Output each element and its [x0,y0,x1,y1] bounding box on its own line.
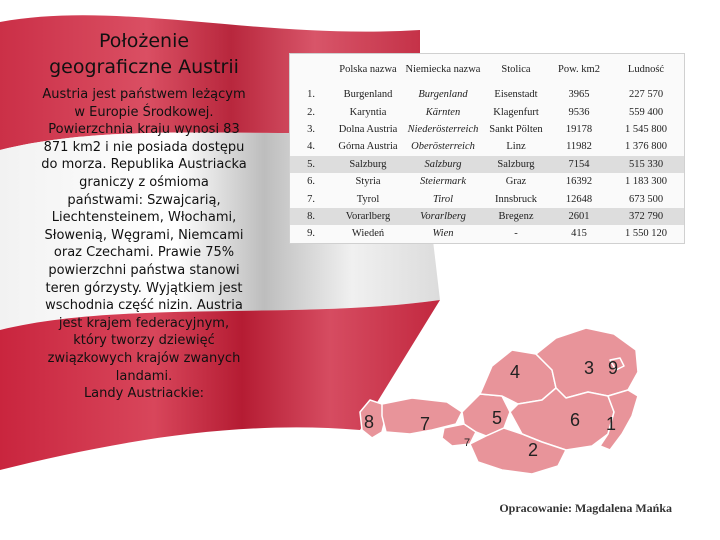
body-line: wschodnia część nizin. Austria [45,298,243,314]
table-row [290,156,684,173]
body-line: do morza. Republika Austriacka [41,157,247,173]
table-cell: 673 500 [628,193,664,205]
map-label: 9 [608,358,619,378]
map-label: 8 [364,412,375,432]
table-cell: Sankt Pölten [489,123,543,135]
page-title [28,28,260,80]
table-cell: 372 790 [608,208,684,225]
map-label: 6 [570,410,581,430]
text-column [28,28,260,403]
table-cell: 2. [307,106,315,118]
map-label: 2 [528,440,539,460]
body-line: Austria jest państwem leżącym [42,87,246,102]
table-row [290,208,684,225]
table-cell: Dolna Austria [338,123,398,135]
table-cell: 9. [307,228,315,240]
table-cell: 515 330 [608,156,684,173]
table-cell: 2601 [550,208,608,225]
map-label: 7 [464,437,471,449]
table-cell: Niederösterreich [407,123,479,135]
table-cell: Burgenland [418,89,468,101]
body-line: graniczy z ośmioma [79,174,209,190]
table-cell: Steiermark [419,176,467,188]
body-line: oraz Czechami. Prawie 75% [53,245,235,261]
table-cell: 6. [307,176,315,188]
table-row [290,86,684,103]
laender-table [290,54,684,243]
title-line: Położenie [98,30,190,52]
table-cell: 1 545 800 [625,123,667,135]
table-cell: Tyrol [356,193,380,205]
map-label: 5 [492,408,503,428]
body-line: związkowych krajów zwanych [47,350,241,366]
body-line: który tworzy dziewięć [73,333,215,349]
table-cell: Innsbruck [495,193,537,205]
body-line: teren górzysty. Wyjątkiem jest [45,280,243,296]
column-header: Ludność [627,64,665,75]
table-cell: Linz [506,141,526,153]
table-cell: 19178 [565,123,593,135]
column-header: Stolica [501,64,531,75]
body-line: powierzchni państwa stanowi [48,262,240,278]
table-cell: 7154 [550,156,608,173]
table-cell: Graz [505,176,527,188]
table-cell: 415 [571,228,587,240]
table-cell: 3. [307,123,315,135]
table-cell: 559 400 [628,106,664,118]
table-cell: 7. [307,193,315,205]
table-row [290,138,684,155]
table-cell: Styria [355,176,381,188]
laender-table-image [289,53,685,244]
column-header: Polska nazwa [339,64,397,75]
table-row [290,173,684,190]
table-cell: Salzburg [404,156,482,173]
title-line: geograficzne Austrii [49,56,239,78]
table-row [290,103,684,120]
table-cell: Oberösterreich [411,141,475,153]
table-cell: 1. [307,89,315,101]
table-cell: Kärnten [425,106,461,118]
table-cell: 1 376 800 [625,141,667,153]
table-cell: 9536 [568,106,590,118]
map-label: 7 [420,414,431,434]
table-cell: Vorarlberg [332,208,404,225]
table-cell: Eisenstadt [494,89,538,101]
table-cell: 5. [290,156,332,173]
table-cell: Vorarlberg [404,208,482,225]
table-cell: Klagenfurt [493,106,539,118]
body-line: Powierzchnia kraju wynosi 83 [48,122,240,138]
table-cell: Górna Austria [338,141,398,153]
column-header: Niemiecka nazwa [405,64,481,75]
table-row [290,121,684,138]
table-cell: Bregenz [482,208,550,225]
table-cell: Burgenland [343,89,393,101]
column-header: Pow. km2 [558,64,600,75]
table-cell: 3965 [568,89,590,101]
table-cell: 4. [307,141,315,153]
table-cell: 8. [290,208,332,225]
map-label: 4 [510,362,521,382]
column-header [290,54,332,86]
table-cell: Karyntia [349,106,387,118]
body-text [28,86,260,403]
table-cell: Tirol [432,193,454,205]
table-cell: 1 183 300 [625,176,667,188]
body-line: państwami: Szwajcarią, [67,192,221,208]
table-cell: Wiedeń [351,228,385,240]
table-cell: Salzburg [332,156,404,173]
table-cell: 227 570 [628,89,664,101]
table-header-row [290,54,684,86]
table-cell: 11982 [566,141,592,153]
body-line: 871 km2 i nie posiada dostępu [43,139,245,155]
table-cell: 16392 [565,176,593,188]
austria-map [352,320,692,500]
body-line: Liechtensteinem, Włochami, [51,210,237,226]
body-line: Landy Austriackie: [83,386,205,402]
table-cell: Wien [432,228,454,240]
credit-line: Opracowanie: Magdalena Mańka [499,501,672,515]
body-line: w Europie Środkowej. [74,104,214,120]
body-line: jest krajem federacyjnym, [58,315,230,331]
table-cell: 12648 [565,193,593,205]
table-row [290,190,684,207]
map-label: 3 [584,358,595,378]
body-line: Słowenią, Węgrami, Niemcami [44,227,244,243]
map-label: 1 [606,414,617,434]
table-cell: 1 550 120 [625,228,667,240]
body-line: landami. [115,368,173,384]
table-row [290,225,684,242]
table-cell: - [514,228,518,240]
table-cell: Salzburg [482,156,550,173]
